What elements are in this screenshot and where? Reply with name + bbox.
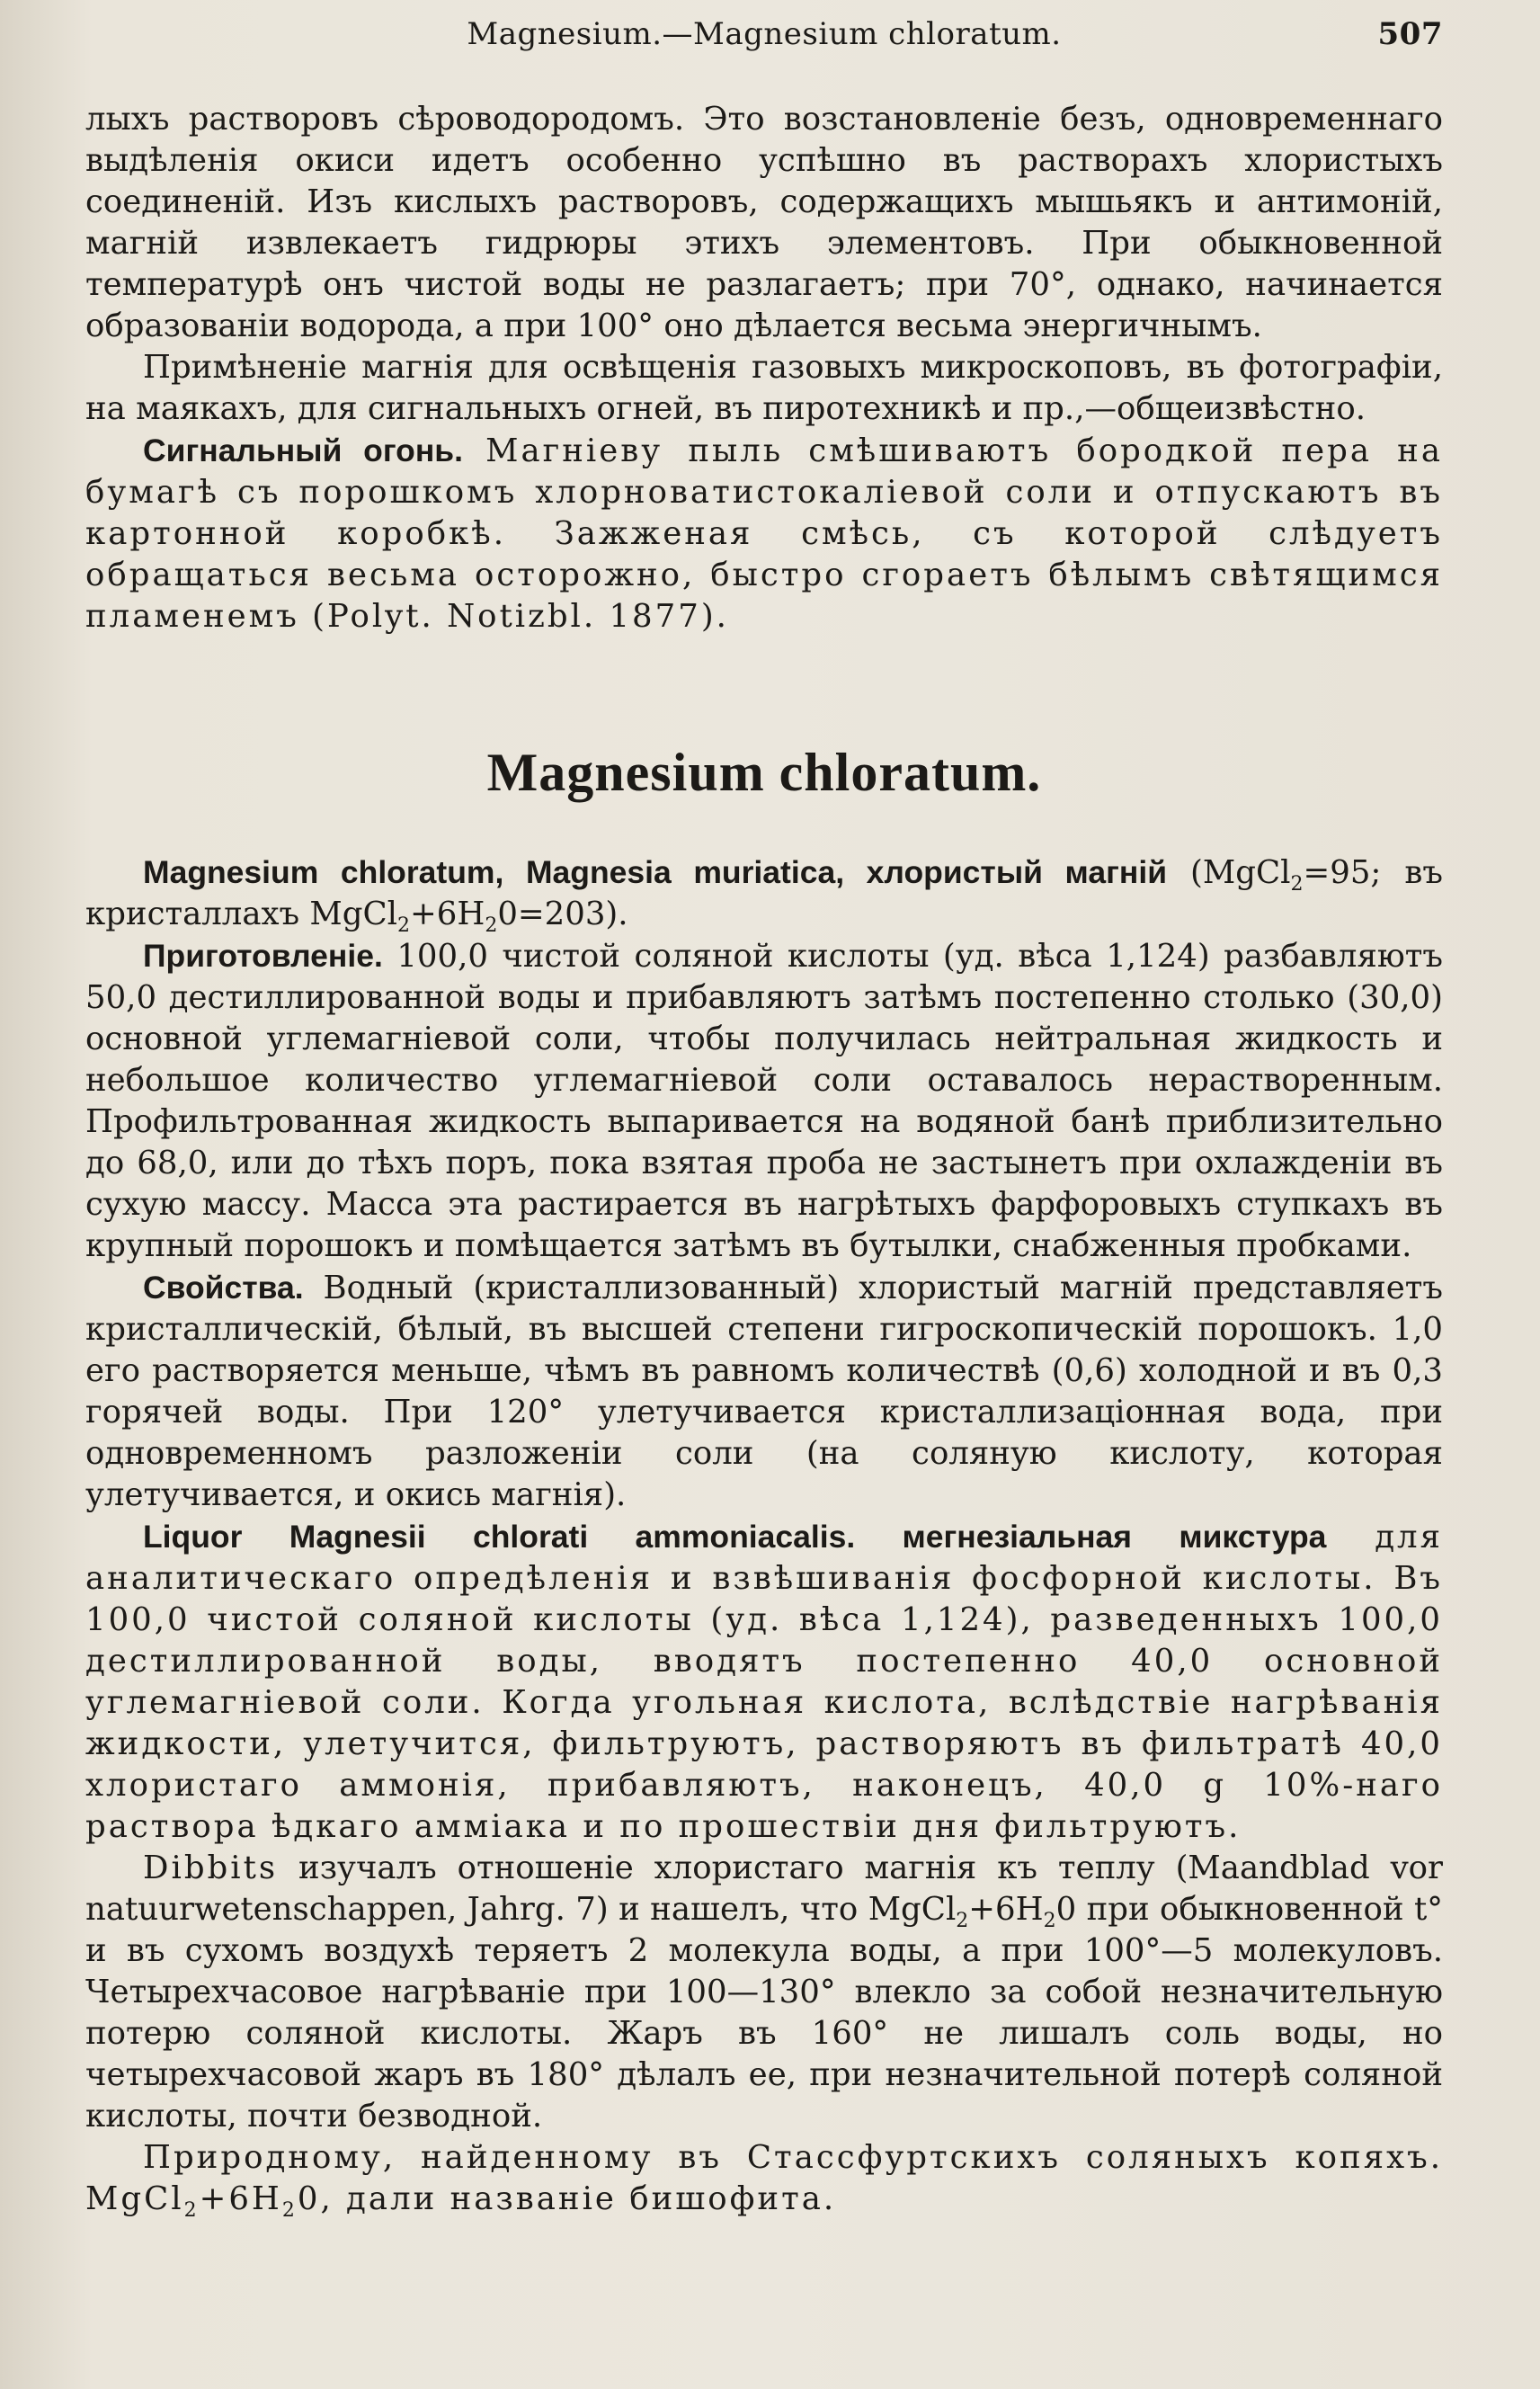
section-heading: Magnesium chloratum.: [486, 743, 1042, 802]
page-body: [85, 99, 1443, 2223]
subscript: 2: [183, 2199, 200, 2223]
subscript: 2: [1290, 873, 1304, 896]
preparation-label: Приготовленіе.: [143, 938, 383, 974]
bischofite-paragraph: [85, 2137, 1443, 2223]
liquor-label: Liquor Magnesii chlorati ammoniacalis. мегнезіальная микстура: [143, 1519, 1327, 1555]
signal-fire-paragraph: [85, 430, 1443, 637]
properties-label: Свойства.: [143, 1270, 304, 1306]
dibbits-text-3: 0 при обыкновенной t° и въ сухомъ воздухѣ теряетъ 2 молекула воды, а при 100°—5 молекуловъ. Четырехчасовое нагрѣваніе при 100—130° влекло за собой незначительную потерю соляной кислоты. Жаръ въ 160° не лишалъ соль воды, но четырехчасовой жаръ въ 180° дѣлалъ ее, при незначительной потерѣ соляной кислоты, почти безводной.: [85, 1891, 1443, 2135]
dibbits-text-2: +6H: [968, 1891, 1044, 1928]
properties-text: Водный (кристаллизованный) хлористый магній представляетъ кристаллическій, бѣлый, въ высшей степени гигроскопическій порошокъ. 1,0 его растворяется меньше, чѣмъ въ равномъ количествѣ (0,6) холодной и въ 0,3 горячей воды. При 120° улетучивается кристаллизаціонная вода, при одновременномъ разложеніи соли (на соляную кислоту, которая улетучивается, и окись магнія).: [85, 1270, 1443, 1513]
subscript: 2: [397, 914, 411, 938]
running-title: Magnesium.—Magnesium chloratum.: [467, 16, 1062, 52]
liquor-text: для аналитическаго опредѣленія и взвѣшиванія фосфорной кислоты. Въ 100,0 чистой соляной кислоты (уд. вѣса 1,124), разведенныхъ 100,0 дестиллированной воды, вводятъ постепенно 40,0 основной углемагніевой соли. Когда угольная кислота, вслѣдствіе нагрѣванія жидкости, улетучится, фильтруютъ, растворяютъ въ фильтратѣ 40,0 хлористаго аммонія, прибавляютъ, наконецъ, 40,0 g 10%-наго раствора ѣдкаго амміака и по прошествіи дня фильтруютъ.: [85, 1519, 1443, 1845]
formula-mid: =95; въ кристаллахъ MgCl: [85, 854, 1443, 932]
bischofite-text-2: +6H: [199, 2180, 282, 2217]
running-header: [85, 16, 1443, 59]
synonyms-label: Magnesium chloratum, Magnesia muriatica, хлористый магній: [143, 854, 1168, 890]
intro-paragraph-1: лыхъ растворовъ сѣроводородомъ. Это возстановленіе безъ, одновременнаго выдѣленія окиси идетъ особенно успѣшно въ растворахъ хлористыхъ соединеній. Изъ кислыхъ растворовъ, содержащихъ мышьякъ и антимоній, магній извлекаетъ гидрюры этихъ элементовъ. При обыкновенной температурѣ онъ чистой воды не разлагаетъ; при 70°, однако, начинается образованіи водорода, а при 100° оно дѣлается весьма энергичнымъ.: [85, 101, 1443, 344]
preparation-paragraph: [85, 935, 1443, 1267]
subscript: 2: [485, 914, 498, 938]
dibbits-text-1: изучалъ отношеніе хлористаго магнія къ теплу (Maandblad vor natuurwetenschappen, Jahrg. 7) и нашелъ, что MgCl: [85, 1850, 1443, 1928]
subscript: 2: [281, 2199, 298, 2223]
page-number: 507: [1377, 16, 1443, 52]
signal-fire-text: Магніеву пыль смѣшиваютъ бородкой пера на бумагѣ съ порошкомъ хлорноватистокаліевой соли и отпускаютъ въ картонной коробкѣ. Зажженая смѣсь, съ которой слѣдуетъ обращаться весьма осторожно, быстро сгораетъ бѣлымъ свѣтящимся пламенемъ (Polyt. Notizbl. 1877).: [85, 432, 1443, 635]
dibbits-paragraph: [85, 1848, 1443, 2137]
subscript: 2: [1043, 1910, 1056, 1933]
liquor-paragraph: [85, 1516, 1443, 1848]
formula-post: 0=203).: [497, 896, 628, 932]
formula-pre: (MgCl: [1190, 854, 1291, 891]
preparation-text: 100,0 чистой соляной кислоты (уд. вѣса 1,124) разбавляютъ 50,0 дестиллированной воды и прибавляютъ затѣмъ постепенно столько (30,0) основной углемагніевой соли, чтобы получилась нейтральная жидкость и небольшое количество углемагніевой соли оставалось нерастворенным. Профильтрованная жидкость выпаривается на водяной банѣ приблизительно до 68,0, или до тѣхъ поръ, пока взятая проба не застынетъ при охлажденіи въ сухую массу. Масса эта растирается въ нагрѣтыхъ фарфоровыхъ ступкахъ въ крупный порошокъ и помѣщается затѣмъ въ бутылки, снабженныя пробками.: [85, 938, 1443, 1264]
formula-mid2: +6H: [410, 896, 485, 932]
dibbits-name: Dibbits: [143, 1850, 279, 1886]
intro-paragraph-2: Примѣненіе магнія для освѣщенія газовыхъ микроскоповъ, въ фотографіи, на маякахъ, для сигнальныхъ огней, въ пиротехникѣ и пр.,—общеизвѣстно.: [85, 349, 1443, 427]
signal-fire-label: Сигнальный огонь.: [143, 432, 463, 468]
names-paragraph: [85, 851, 1443, 938]
properties-paragraph: [85, 1267, 1443, 1516]
bischofite-text-1: Природному, найденному въ Стассфуртскихъ соляныхъ копяхъ. MgCl: [85, 2139, 1443, 2217]
subscript: 2: [956, 1910, 969, 1933]
bischofite-text-3: 0, дали названіе бишофита.: [297, 2180, 837, 2217]
